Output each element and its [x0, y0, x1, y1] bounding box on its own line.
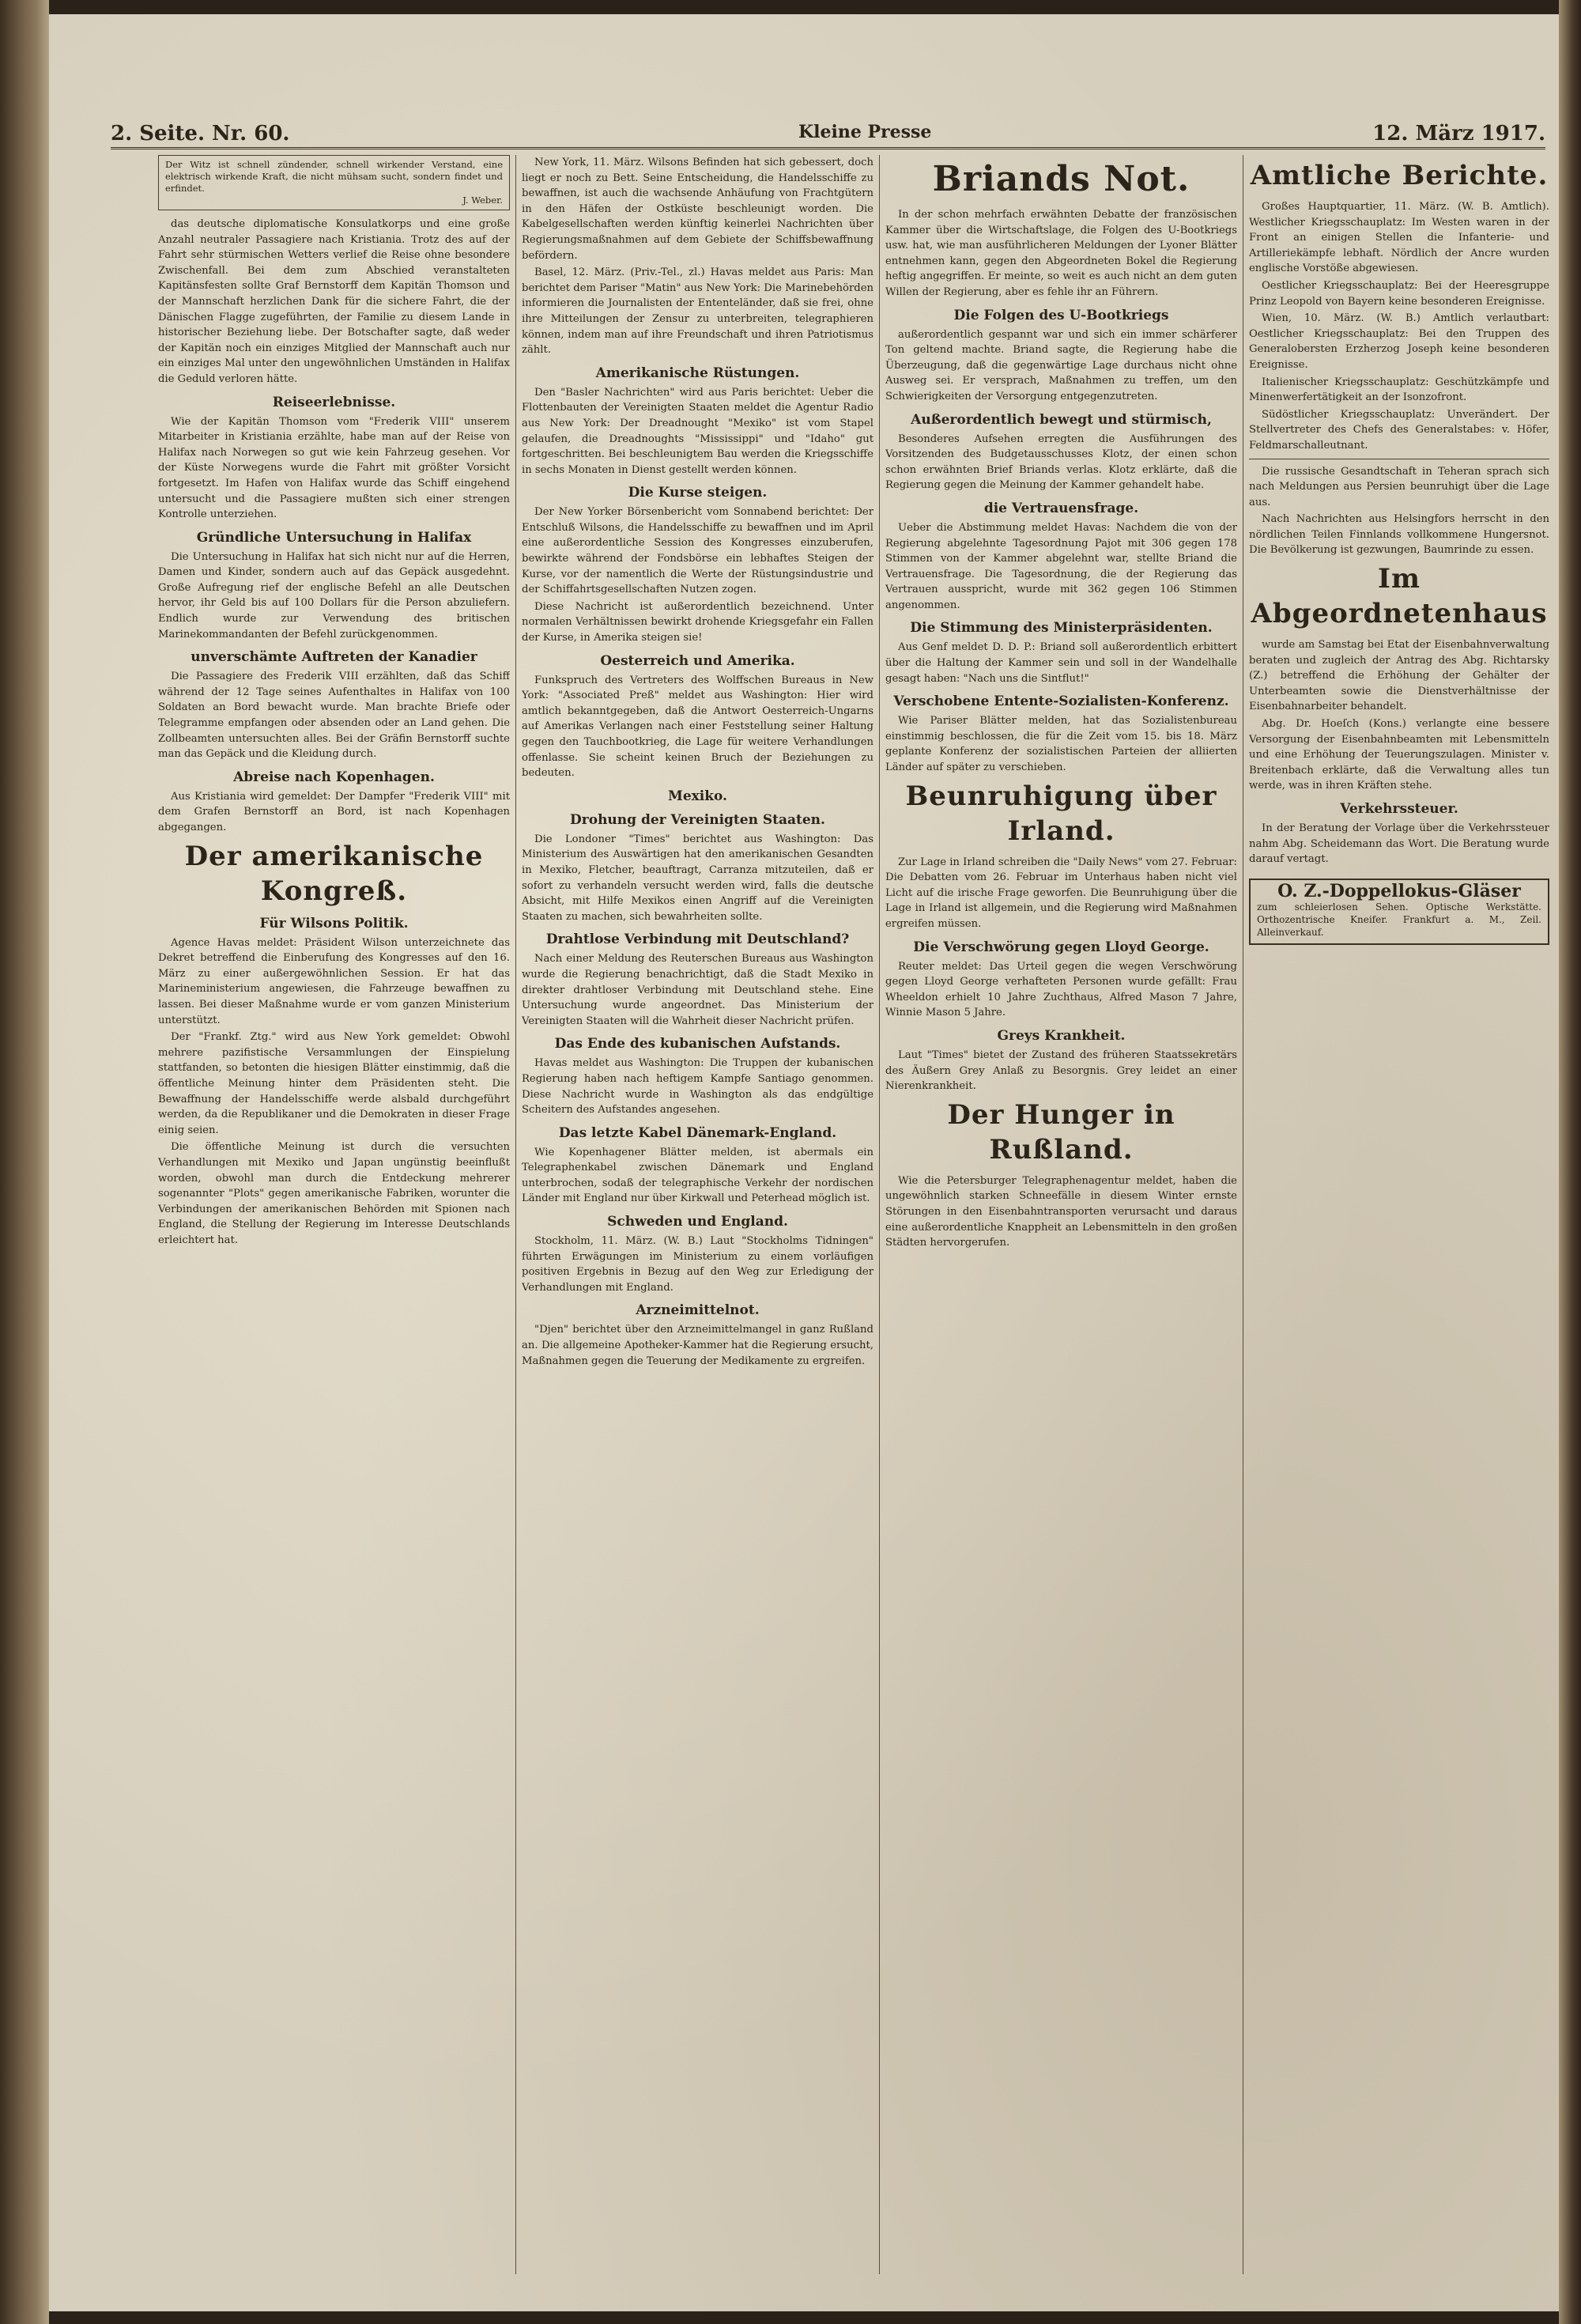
headline: Reiseerlebnisse. [272, 394, 396, 410]
headline: Außerordentlich bewegt und stürmisch, [911, 411, 1212, 428]
article-paragraph: Den "Basler Nachrichten" wird aus Paris berichtet: Ueber die Flottenbauten der Vereinigten Staaten meldet die Agentur Radio aus New York: Der Dreadnought "Mexiko" ist vom Stapel gelaufen, die Dreadnoughts "Mississippi" und "Idaho" gut fortgeschritten. Bei beschleunigtem Bau werden die Kriegsschiffe in sechs Monaten in Dienst gestellt werden können. [522, 386, 874, 476]
article-paragraph: Die Londoner "Times" berichtet aus Washington: Das Ministerium des Auswärtigen hat den amerikanischen Gesandten in Mexiko, Fletcher, beauftragt, Carranza mitzuteilen, daß er sofort zu verhandeln versucht werden wird, falls die deutsche Absicht, mit Hilfe Mexikos einen Angriff auf die Vereinigten Staaten zu machen, sich bewahrheiten sollte. [522, 833, 874, 923]
article-paragraph: Wie Kopenhagener Blätter melden, ist abermals ein Telegraphenkabel zwischen Dänemark und England unterbrochen, sodaß der telegraphische Verkehr der nordischen Länder mit England nur über Kirkwall und Peterhead möglich ist. [522, 1146, 874, 1205]
advertisement [1249, 879, 1549, 945]
quote-box [158, 155, 510, 210]
headline: Oesterreich und Amerika. [600, 652, 795, 669]
page-label: 2. Seite. Nr. 60. [111, 122, 290, 145]
headline: Die Verschwörung gegen Lloyd George. [913, 939, 1209, 955]
article-paragraph: wurde am Samstag bei Etat der Eisenbahnverwaltung beraten und zugleich der Antrag des Abg. Richtarsky (Z.) betreffend die Erhöhung der Gehälter der Unterbeamten sowie die Dienstverhältnisse der Eisenbahnarbeiter behandelt. [1249, 639, 1549, 713]
headline: Die Kurse steigen. [628, 485, 768, 501]
column-1 [158, 155, 510, 2274]
headline: Verschobene Entente-Sozialisten-Konferenz. [893, 693, 1229, 710]
article-paragraph: das deutsche diplomatische Konsulatkorps und eine große Anzahl neutraler Passagiere nach Kristiania. Trotz des auf der Fahrt sehr stürmischen Wetters verlief die Reise ohne besondere Zwischenfall. Bei dem zum Abschied veranstalteten Kapitänsfesten sollte Graf Bernstorff dem Kapitän Thomson und der Mannschaft herzlichen Dank für die sichere Fahrt, die der Dänischen Flagge zugeführten, der Familie zu diesem Lande in historischer Beziehung liebe. Der Botschafter sagte, daß weder der Kapitän noch ein einziges Mitglied der Mannschaft auch nur ein einziges Mal unter den ungewöhnlichen Umständen in Halifax die Geduld verloren hätte. [158, 218, 510, 385]
headline: Die Stimmung des Ministerpräsidenten. [910, 620, 1213, 637]
article-paragraph: Diese Nachricht ist außerordentlich bezeichnend. Unter normalen Verhältnissen bewirkt drohende Kriegsgefahr ein Fallen der Kurse, in Amerika steigen sie! [522, 600, 874, 644]
main-headline: Amtliche Berichte. [1250, 160, 1549, 191]
article-paragraph: Oestlicher Kriegsschauplatz: Bei der Heeresgruppe Prinz Leopold von Bayern keine besonderen Ereignisse. [1249, 279, 1549, 308]
article-paragraph: Der New Yorker Börsenbericht vom Sonnabend berichtet: Der Entschluß Wilsons, die Handelsschiffe zu bewaffnen und im April eine außerordentliche Session des Kongresses einzuberufen, bewirkte während der Fondsbörse ein lebhaftes Steigen der Kurse, vor der namentlich die Werte der Rüstungsindustrie und der Schiffahrtsgesellschaften Nutzen zogen. [522, 506, 874, 596]
headline: Gründliche Untersuchung in Halifax [196, 529, 472, 546]
headline: Greys Krankheit. [997, 1027, 1126, 1044]
article-paragraph: Stockholm, 11. März. (W. B.) Laut "Stockholms Tidningen" führten Erwägungen im Ministerium zu einem vorläufigen positiven Ergebnis in Bezug auf den Weg zur Erledigung der Verhandlungen mit England. [522, 1235, 874, 1294]
article-paragraph: Funkspruch des Vertreters des Wolffschen Bureaus in New York: "Associated Preß" meldet aus Washington: Hier wird amtlich bekanntgegeben, daß die Antwort Oesterreich-Ungarns auf Amerikas Verlangen nach einer Feststellung seiner Haltung gegen den Tauchbootkrieg, die Lage für weitere Verhandlungen offenlasse. Sie scheint keinen Bruch der Beziehungen zu bedeuten. [522, 674, 874, 780]
main-headline: Beunruhigung über Irland. [905, 780, 1217, 847]
article-paragraph: Ueber die Abstimmung meldet Havas: Nachdem die von der Regierung abgelehnte Tagesordnung Pajot mit 306 gegen 178 Stimmen von der Kammer abgelehnt war, stellte Briand die Vertrauensfrage. Die Tagesordnung, die der Regierung das Vertrauen ausspricht, wurde mit 362 gegen 106 Stimmen angenommen. [885, 521, 1237, 611]
article-paragraph: Südöstlicher Kriegsschauplatz: Unverändert. Der Stellvertreter des Chefs des Generalstabes: v. Höfer, Feldmarschalleutnant. [1249, 408, 1549, 452]
column-rule [879, 155, 880, 2274]
ad-title: O. Z.-Doppellokus-Gläser [1277, 880, 1521, 901]
article-paragraph: Aus Genf meldet D. D. P.: Briand soll außerordentlich erbittert über die Haltung der Kammer sein und soll in der Wandelhalle gesagt haben: "Nach uns die Sintflut!" [885, 641, 1237, 685]
column-3 [885, 155, 1237, 2274]
article-paragraph: Besonderes Aufsehen erregten die Ausführungen des Vorsitzenden des Budgetausschusses Klotz, der einen schon schon erwähnten Brief Briands verlas. Klotz erklärte, daß die Regierung gegen die Meinung der Kammer gehandelt habe. [885, 433, 1237, 492]
main-headline: Briands Not. [932, 159, 1190, 199]
article-paragraph: Die Passagiere des Frederik VIII erzählten, daß das Schiff während der 12 Tage seines Aufenthaltes in Halifax von 100 Soldaten an Bord bewacht wurde. Man brachte Briefe oder Telegramme empfangen oder absenden oder an Land gehen. Die Zollbeamten untersuchten alles. Bei der Gräfin Bernstorff suchte man das Gepäck und die Kleidung durch. [158, 671, 510, 761]
headline: Arzneimittelnot. [636, 1302, 760, 1319]
book-binding [0, 0, 49, 2324]
article-paragraph: New York, 11. März. Wilsons Befinden hat sich gebessert, doch liegt er noch zu Bett. Seine Entscheidung, die Handelsschiffe zu bewaffnen, ist auch die wachsende Anhäufung von Frachtgütern in den Häfen der Ostküste beschleunigt worden. Die Kabelgesellschaften werden künftig keinerlei Nachrichten über Regierungsmaßnahmen auf dem Gebiete der Schiffsbewaffnung befördern. [522, 157, 874, 262]
article-paragraph: Zur Lage in Irland schreiben die "Daily News" vom 27. Februar: Die Debatten vom 26. Februar im Unterhaus haben nicht viel Licht auf die irische Frage geworfen. Die Beunruhigung über die Lage in Irland ist allgemein, und die Regierung wird Maßnahmen ergreifen müssen. [885, 856, 1237, 930]
article-paragraph: außerordentlich gespannt war und sich ein immer schärferer Ton geltend machte. Briand sagte, die Regierung habe die Überzeugung, daß die gegenwärtige Lage durchaus nicht ohne Ausweg sei. Er versprach, Maßnahmen zu treffen, um den Schwierigkeiten der Versorgung entgegenzutreten. [885, 328, 1237, 402]
article-paragraph: Laut "Times" bietet der Zustand des früheren Staatssekretärs des Äußern Grey Anlaß zu Besorgnis. Grey leidet an einer Nierenkrankheit. [885, 1049, 1237, 1093]
headline: Die Folgen des U-Bootkriegs [953, 307, 1169, 323]
article-paragraph: Aus Kristiania wird gemeldet: Der Dampfer "Frederik VIII" mit dem Grafen Bernstorff an Bord, ist nach Kopenhagen abgegangen. [158, 790, 510, 833]
column-4 [1249, 155, 1549, 2274]
quote-text: Der Witz ist schnell zündender, schnell wirkender Verstand, eine elektrisch wirkende Kraft, die nicht mühsam sucht, sondern findet und erfindet. [165, 159, 503, 194]
headline: Schweden und England. [607, 1214, 788, 1230]
main-headline: Der Hunger in Rußland. [947, 1098, 1175, 1166]
article-paragraph: In der Beratung der Vorlage über die Verkehrssteuer nahm Abg. Scheidemann das Wort. Die Beratung wurde darauf vertagt. [1249, 822, 1549, 866]
main-headline: Der amerikanische Kongreß. [184, 840, 484, 907]
article-paragraph: Wie Pariser Blätter melden, hat das Sozialistenbureau einstimmig beschlossen, die für die Zeit vom 15. bis 18. März geplante Konferenz der sozialistischen Parteien der alliierten Länder auf später zu verschieben. [885, 715, 1237, 774]
headline: Das Ende des kubanischen Aufstands. [554, 1036, 841, 1052]
article-paragraph: Agence Havas meldet: Präsident Wilson unterzeichnete das Dekret betreffend die Einberufung des Kongresses auf den 16. März zu einer außergewöhnlichen Session. Er hat das Marineministerium angewiesen, die Fahrzeuge bewaffnen zu lassen. Bei dieser Maßnahme wurde er vom ganzen Ministerium unterstützt. [158, 936, 510, 1026]
article-paragraph: "Djen" berichtet über den Arzneimittelmangel in ganz Rußland an. Die allgemeine Apotheker-Kammer hat die Regierung ersucht, Maßnahmen gegen die Teuerung der Medikamente zu ergreifen. [522, 1324, 874, 1367]
issue-date: 12. März 1917. [1372, 122, 1545, 145]
article-paragraph: Italienischer Kriegsschauplatz: Geschützkämpfe und Minenwerfertätigkeit an der Isonzofront. [1249, 376, 1549, 404]
headline: Drahtlose Verbindung mit Deutschland? [545, 931, 850, 948]
article-paragraph: Nach Nachrichten aus Helsingfors herrscht in den nördlichen Teilen Finnlands vollkommene Hungersnot. Die Bevölkerung ist gezwungen, Baumrinde zu essen. [1249, 513, 1549, 557]
article-paragraph: Die öffentliche Meinung ist durch die versuchten Verhandlungen mit Mexiko und Japan ungünstig beeinflußt worden, obwohl man durch die Entdeckung mehrerer sogenannter "Plots" gegen amerikanische Fabriken, worunter die Verbindungen der amerikanischen Behörden mit Spionen nach England, die Stellung der Regierung im Interesse Deutschlands erleichtert hat. [158, 1141, 510, 1246]
ad-text: zum schleierlosen Sehen. Optische Werkstätte. Orthozentrische Kneifer. Frankfurt a. M., Zeil. Alleinverkauf. [1257, 901, 1541, 938]
page-edge [1559, 0, 1581, 2324]
article-paragraph: Wie der Kapitän Thomson vom "Frederik VIII" unserem Mitarbeiter in Kristiania erzählte, habe man auf der Reise von Halifax nach Norwegen so gut wie kein Fahrzeug gesehen. Vor der Küste Norwegens wurde die Fahrt mit größter Vorsicht fortgesetzt. Im Hafen von Halifax wurde das Schiff eingehend untersucht und die Passagiere mußten sich einer strengen Kontrolle unterziehen. [158, 415, 510, 521]
headline: Das letzte Kabel Dänemark-England. [558, 1124, 837, 1141]
headline: Abreise nach Kopenhagen. [233, 769, 435, 785]
headline: Verkehrssteuer. [1340, 801, 1458, 817]
masthead [111, 120, 1545, 149]
article-paragraph: Nach einer Meldung des Reuterschen Bureaus aus Washington wurde die Regierung benachrichtigt, daß die Stadt Mexiko in direkter drahtloser Verbindung mit Deutschland stehe. Eine Untersuchung wurde angeordnet. Das Ministerium der Vereinigten Staaten will die Wahrheit dieser Nachricht prüfen. [522, 953, 874, 1027]
headline: Amerikanische Rüstungen. [595, 365, 800, 381]
article-paragraph: Wien, 10. März. (W. B.) Amtlich verlautbart: Oestlicher Kriegsschauplatz: Bei den Truppen des Generalobersten Erzherzog Joseph keine besonderen Ereignisse. [1249, 312, 1549, 371]
main-headline: Im Abgeordnetenhaus [1251, 563, 1548, 630]
headline: unverschämte Auftreten der Kanadier [191, 649, 477, 666]
article-paragraph: Basel, 12. März. (Priv.-Tel., zl.) Havas meldet aus Paris: Man berichtet dem Pariser "Matin" aus New York: Die Marinebehörden informieren die Journalisten der Ententeländer, daß sie frei, ohne ihre Mitteilungen der Zensur zu unterbreiten, telegraphieren können, indem man auf ihre Freundschaft und ihren Patriotismus zählt. [522, 266, 874, 357]
headline: Mexiko. [668, 788, 727, 804]
article-paragraph: Reuter meldet: Das Urteil gegen die wegen Verschwörung gegen Lloyd George verhafteten Personen wurde gefällt: Frau Wheeldon erhielt 10 Jahre Zuchthaus, Alfred Mason 7 Jahre, Winnie Mason 5 Jahre. [885, 960, 1237, 1019]
paper-name: Kleine Presse [798, 122, 932, 142]
headline: die Vertrauensfrage. [983, 500, 1139, 516]
subheadline: Für Wilsons Politik. [259, 915, 409, 931]
article-paragraph: Der "Frankf. Ztg." wird aus New York gemeldet: Obwohl mehrere pazifistische Versammlungen der Einspielung stattfanden, so betonten die hiesigen Blätter einstimmig, daß die öffentliche Meinung hinter dem Präsidenten steht. Die Bewaffnung der Handelsschiffe werde alsbald durchgeführt werden, da die Republikaner und die Demokraten in dieser Frage einig seien. [158, 1031, 510, 1136]
article-paragraph: In der schon mehrfach erwähnten Debatte der französischen Kammer über die Wirtschaftslage, die Folgen des U-Bootkriegs usw. hat, wie man ausführlicheren Meldungen der Lyoner Blätter entnehmen kann, gegen den Abgeordneten Bokel die Regierung heftig angegriffen. Er meinte, so weit es auch nicht an dem guten Willen der Regierung, aber es fehle ihr an Führern. [885, 209, 1237, 298]
article-paragraph: Großes Hauptquartier, 11. März. (W. B. Amtlich). Westlicher Kriegsschauplatz: Im Westen waren in der Front an einigen Stellen die Infanterie- und Artilleriekämpfe lebhaft. Nördlich der Ancre wurden englische Vorstöße abgewiesen. [1249, 201, 1549, 275]
article-paragraph: Havas meldet aus Washington: Die Truppen der kubanischen Regierung haben nach heftigem Kampfe Santiago genommen. Diese Nachricht wurde in Washington als das endgültige Scheitern des Aufstandes angesehen. [522, 1057, 874, 1117]
column-rule [515, 155, 516, 2274]
quote-signature: J. Weber. [462, 195, 503, 206]
column-2 [522, 155, 874, 2274]
article-paragraph: Die Untersuchung in Halifax hat sich nicht nur auf die Herren, Damen und Kinder, sondern auch auf das Gepäck ausgedehnt. Große Aufregung rief der englische Befehl an alle Deutschen hervor, ihr Geld bis auf 100 Dollars für die Person abzuliefern. Endlich wurde zur Verwendung des britischen Marinekommandanten der Befehl zurückgenommen. [158, 550, 510, 641]
article-paragraph: Die russische Gesandtschaft in Teheran sprach sich nach Meldungen aus Persien beunruhigt über die Lage aus. [1249, 465, 1549, 508]
subheadline: Drohung der Vereinigten Staaten. [570, 811, 825, 828]
article-paragraph: Wie die Petersburger Telegraphenagentur meldet, haben die ungewöhnlich starken Schneefälle in diesem Winter ernste Störungen in den Eisenbahntransporten verursacht und daraus eine außerordentliche Knappheit an Lebensmitteln in den großen Städten hervorgerufen. [885, 1174, 1237, 1249]
article-paragraph: Abg. Dr. Hoeſch (Kons.) verlangte eine bessere Versorgung der Eisenbahnbeamten mit Lebensmitteln und eine Erhöhung der Teuerungszulagen. Minister v. Breitenbach erklärte, daß die Verwaltung alles tun werde, was in ihren Kräften stehe. [1249, 718, 1549, 792]
